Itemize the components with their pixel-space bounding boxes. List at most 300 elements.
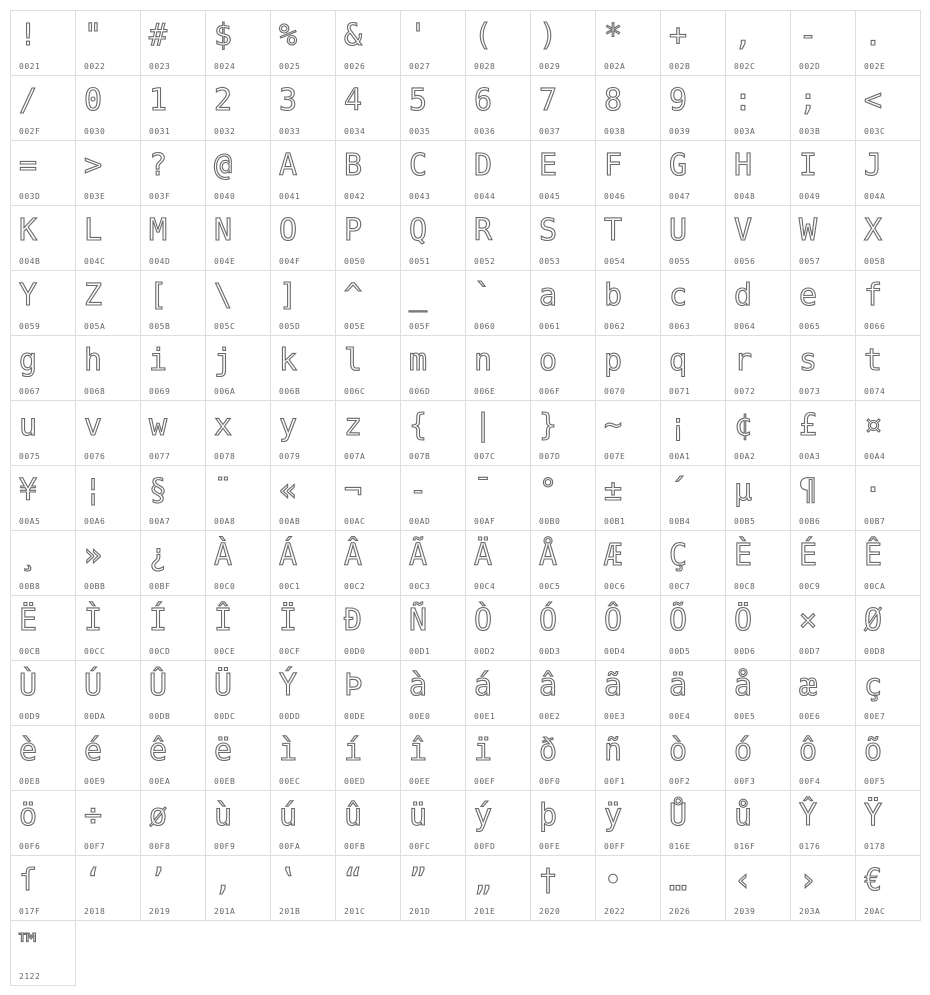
- glyph-cell: [530, 465, 595, 530]
- glyph-char: è: [19, 733, 38, 768]
- glyph-code: 0070: [604, 387, 626, 396]
- glyph-cell: [10, 205, 75, 270]
- glyph-char: õ: [864, 733, 883, 768]
- glyph-char: ™: [19, 928, 38, 963]
- glyph-code: 00A2: [734, 452, 756, 461]
- glyph-char: ç: [864, 668, 883, 703]
- glyph-code: 00CE: [214, 647, 236, 656]
- glyph-cell: [660, 10, 725, 75]
- glyph-cell: [530, 530, 595, 595]
- glyph-cell: [530, 335, 595, 400]
- glyph-cell: [855, 400, 920, 465]
- glyph-char: Ŷ: [799, 798, 818, 833]
- glyph-char: Á: [279, 538, 298, 573]
- glyph-cell: [10, 140, 75, 205]
- glyph-code: 0178: [864, 842, 886, 851]
- glyph-code: 006F: [539, 387, 561, 396]
- glyph-code: 0048: [734, 192, 756, 201]
- glyph-char: “: [344, 863, 363, 898]
- glyph-char: Q: [409, 213, 428, 248]
- glyph-char: Ê: [864, 538, 883, 573]
- glyph-code: 201A: [214, 907, 236, 916]
- glyph-cell: [530, 855, 595, 920]
- glyph-code: 0025: [279, 62, 301, 71]
- glyph-char: 0: [84, 83, 103, 118]
- glyph-cell: [335, 140, 400, 205]
- glyph-cell: [10, 855, 75, 920]
- glyph-code: 00B5: [734, 517, 756, 526]
- glyph-code: 0072: [734, 387, 756, 396]
- glyph-char: ô: [799, 733, 818, 768]
- glyph-char: û: [344, 798, 363, 833]
- glyph-cell: [75, 465, 140, 530]
- glyph-char: A: [279, 148, 298, 183]
- glyph-char: ¯: [474, 473, 493, 508]
- glyph-cell: [790, 465, 855, 530]
- glyph-code: 00F7: [84, 842, 106, 851]
- glyph-char: Å: [539, 538, 558, 573]
- glyph-cell: [335, 10, 400, 75]
- glyph-code: 00A1: [669, 452, 691, 461]
- glyph-code: 0057: [799, 257, 821, 266]
- glyph-char: d: [734, 278, 753, 313]
- glyph-cell: [75, 205, 140, 270]
- glyph-code: 0074: [864, 387, 886, 396]
- glyph-char: ¶: [799, 473, 818, 508]
- glyph-char: ¸: [19, 538, 38, 573]
- glyph-char: p: [604, 343, 623, 378]
- glyph-cell: [335, 205, 400, 270]
- glyph-code: 0027: [409, 62, 431, 71]
- glyph-cell: [595, 10, 660, 75]
- glyph-code: 006A: [214, 387, 236, 396]
- glyph-char: ¤: [864, 408, 883, 443]
- glyph-char: X: [864, 213, 883, 248]
- glyph-char: (: [474, 18, 493, 53]
- glyph-char: ¡: [669, 408, 688, 443]
- glyph-code: 0031: [149, 127, 171, 136]
- glyph-char: ‘: [84, 863, 103, 898]
- glyph-code: 203A: [799, 907, 821, 916]
- glyph-cell: [75, 10, 140, 75]
- glyph-char: Õ: [669, 603, 688, 638]
- glyph-cell: [335, 790, 400, 855]
- glyph-cell: [855, 140, 920, 205]
- glyph-cell: [660, 140, 725, 205]
- glyph-code: 0079: [279, 452, 301, 461]
- glyph-code: 0040: [214, 192, 236, 201]
- glyph-code: 004D: [149, 257, 171, 266]
- glyph-code: 002E: [864, 62, 886, 71]
- glyph-char: ’: [149, 863, 168, 898]
- glyph-code: 2020: [539, 907, 561, 916]
- glyph-char: e: [799, 278, 818, 313]
- glyph-code: 00A6: [84, 517, 106, 526]
- glyph-char: -: [799, 18, 818, 53]
- glyph-char: .: [864, 18, 883, 53]
- glyph-char: €: [864, 863, 883, 898]
- glyph-cell: [400, 660, 465, 725]
- glyph-char: ^: [344, 278, 363, 313]
- glyph-cell: [660, 465, 725, 530]
- glyph-cell: [595, 140, 660, 205]
- glyph-code: 00F2: [669, 777, 691, 786]
- glyph-char: m: [409, 343, 428, 378]
- glyph-cell: [595, 75, 660, 140]
- glyph-char: Z: [84, 278, 103, 313]
- glyph-code: 00EB: [214, 777, 236, 786]
- glyph-char: g: [19, 343, 38, 378]
- glyph-char: D: [474, 148, 493, 183]
- glyph-code: 004C: [84, 257, 106, 266]
- glyph-code: 0037: [539, 127, 561, 136]
- glyph-cell: [10, 335, 75, 400]
- glyph-grid: [10, 10, 920, 985]
- glyph-char: H: [734, 148, 753, 183]
- glyph-cell: [140, 530, 205, 595]
- glyph-char: ſ: [19, 863, 38, 898]
- glyph-char: Æ: [604, 538, 623, 573]
- glyph-char: :: [734, 83, 753, 118]
- glyph-char: c: [669, 278, 688, 313]
- glyph-cell: [790, 530, 855, 595]
- glyph-char: Í: [149, 603, 168, 638]
- glyph-cell: [140, 10, 205, 75]
- glyph-char: ì: [279, 733, 298, 768]
- glyph-code: 00E6: [799, 712, 821, 721]
- glyph-char: ): [539, 18, 558, 53]
- glyph-cell: [725, 400, 790, 465]
- glyph-cell: [530, 790, 595, 855]
- glyph-cell: [205, 855, 270, 920]
- glyph-code: 2039: [734, 907, 756, 916]
- glyph-code: 2026: [669, 907, 691, 916]
- glyph-char: ñ: [604, 733, 623, 768]
- glyph-code: 00FE: [539, 842, 561, 851]
- glyph-cell: [595, 855, 660, 920]
- glyph-char: ¢: [734, 408, 753, 443]
- glyph-char: Ð: [344, 603, 363, 638]
- glyph-char: þ: [539, 798, 558, 833]
- glyph-code: 00DC: [214, 712, 236, 721]
- glyph-char: 7: [539, 83, 558, 118]
- glyph-code: 201C: [344, 907, 366, 916]
- glyph-cell: [855, 465, 920, 530]
- glyph-char: §: [149, 473, 168, 508]
- glyph-cell: [790, 790, 855, 855]
- glyph-char: ”: [409, 863, 428, 898]
- glyph-code: 0045: [539, 192, 561, 201]
- glyph-char: G: [669, 148, 688, 183]
- glyph-char: f: [864, 278, 883, 313]
- glyph-cell: [140, 75, 205, 140]
- glyph-cell: [335, 595, 400, 660]
- glyph-char: Ô: [604, 603, 623, 638]
- glyph-char: Ů: [669, 798, 688, 833]
- glyph-cell: [595, 465, 660, 530]
- glyph-char: b: [604, 278, 623, 313]
- glyph-cell: [335, 725, 400, 790]
- glyph-char: Ä: [474, 538, 493, 573]
- glyph-char: à: [409, 668, 428, 703]
- glyph-char: L: [84, 213, 103, 248]
- glyph-char: {: [409, 408, 428, 443]
- glyph-cell: [595, 335, 660, 400]
- glyph-code: 0042: [344, 192, 366, 201]
- glyph-cell: [530, 10, 595, 75]
- glyph-code: 017F: [19, 907, 41, 916]
- glyph-cell: [75, 790, 140, 855]
- glyph-code: 004B: [19, 257, 41, 266]
- glyph-char: #: [149, 18, 168, 53]
- glyph-cell: [465, 530, 530, 595]
- glyph-cell: [400, 595, 465, 660]
- glyph-char: ÷: [84, 798, 103, 833]
- glyph-code: 00D2: [474, 647, 496, 656]
- glyph-code: 00CA: [864, 582, 886, 591]
- glyph-code: 00C3: [409, 582, 431, 591]
- glyph-cell: [660, 205, 725, 270]
- glyph-code: 00ED: [344, 777, 366, 786]
- glyph-cell: [595, 660, 660, 725]
- glyph-code: 00F6: [19, 842, 41, 851]
- glyph-cell: [465, 335, 530, 400]
- glyph-char: ,: [734, 18, 753, 53]
- glyph-code: 0063: [669, 322, 691, 331]
- glyph-code: 003E: [84, 192, 106, 201]
- glyph-cell: [725, 10, 790, 75]
- glyph-char: ò: [669, 733, 688, 768]
- glyph-char: ů: [734, 798, 753, 833]
- glyph-cell: [75, 855, 140, 920]
- glyph-char: ±: [604, 473, 623, 508]
- glyph-cell: [140, 465, 205, 530]
- glyph-cell: [335, 465, 400, 530]
- glyph-char: T: [604, 213, 623, 248]
- glyph-cell: [270, 140, 335, 205]
- glyph-char: <: [864, 83, 883, 118]
- glyph-cell: [205, 595, 270, 660]
- glyph-cell: [660, 855, 725, 920]
- glyph-cell: [595, 530, 660, 595]
- glyph-char: ‛: [279, 863, 298, 898]
- glyph-char: ×: [799, 603, 818, 638]
- glyph-code: 002C: [734, 62, 756, 71]
- glyph-char: +: [669, 18, 688, 53]
- glyph-code: 00EE: [409, 777, 431, 786]
- glyph-cell: [660, 75, 725, 140]
- glyph-char: r: [734, 343, 753, 378]
- glyph-code: 0052: [474, 257, 496, 266]
- glyph-code: 0032: [214, 127, 236, 136]
- glyph-cell: [790, 595, 855, 660]
- glyph-code: 0035: [409, 127, 431, 136]
- glyph-char: »: [84, 538, 103, 573]
- glyph-cell: [140, 400, 205, 465]
- glyph-code: 00AF: [474, 517, 496, 526]
- glyph-cell: [140, 595, 205, 660]
- glyph-char: -: [409, 473, 428, 508]
- glyph-cell: [725, 530, 790, 595]
- glyph-cell: [790, 10, 855, 75]
- glyph-char: k: [279, 343, 298, 378]
- glyph-cell: [270, 530, 335, 595]
- glyph-char: Þ: [344, 668, 363, 703]
- glyph-char: 9: [669, 83, 688, 118]
- glyph-char: \: [214, 278, 233, 313]
- glyph-char: ‹: [734, 863, 753, 898]
- glyph-char: ;: [799, 83, 818, 118]
- glyph-char: Ñ: [409, 603, 428, 638]
- glyph-code: 0047: [669, 192, 691, 201]
- glyph-cell: [75, 725, 140, 790]
- glyph-code: 0077: [149, 452, 171, 461]
- glyph-char: ~: [604, 408, 623, 443]
- glyph-cell: [725, 790, 790, 855]
- glyph-cell: [465, 725, 530, 790]
- glyph-char: j: [214, 343, 233, 378]
- glyph-code: 00E0: [409, 712, 431, 721]
- glyph-code: 00C4: [474, 582, 496, 591]
- glyph-cell: [660, 660, 725, 725]
- glyph-code: 00DA: [84, 712, 106, 721]
- glyph-code: 00D0: [344, 647, 366, 656]
- glyph-code: 003A: [734, 127, 756, 136]
- glyph-char: ü: [409, 798, 428, 833]
- glyph-cell: [400, 465, 465, 530]
- glyph-code: 00E9: [84, 777, 106, 786]
- glyph-cell: [725, 725, 790, 790]
- glyph-char: ': [409, 18, 428, 53]
- glyph-code: 0062: [604, 322, 626, 331]
- glyph-code: 006D: [409, 387, 431, 396]
- glyph-code: 00B7: [864, 517, 886, 526]
- glyph-cell: [660, 335, 725, 400]
- glyph-code: 0078: [214, 452, 236, 461]
- glyph-cell: [75, 335, 140, 400]
- glyph-cell: [270, 790, 335, 855]
- glyph-code: 00C1: [279, 582, 301, 591]
- glyph-code: 00F4: [799, 777, 821, 786]
- glyph-cell: [400, 855, 465, 920]
- glyph-cell: [270, 400, 335, 465]
- glyph-char: «: [279, 473, 298, 508]
- glyph-cell: [205, 75, 270, 140]
- glyph-cell: [530, 595, 595, 660]
- glyph-cell: [790, 725, 855, 790]
- glyph-cell: [10, 790, 75, 855]
- glyph-code: 201E: [474, 907, 496, 916]
- glyph-cell: [140, 335, 205, 400]
- glyph-cell: [270, 855, 335, 920]
- glyph-code: 0050: [344, 257, 366, 266]
- glyph-cell: [790, 140, 855, 205]
- glyph-cell: [75, 140, 140, 205]
- glyph-cell: [10, 10, 75, 75]
- glyph-char: À: [214, 538, 233, 573]
- glyph-code: 0024: [214, 62, 236, 71]
- glyph-char: 8: [604, 83, 623, 118]
- glyph-cell: [335, 75, 400, 140]
- glyph-cell: [855, 530, 920, 595]
- glyph-cell: [140, 140, 205, 205]
- glyph-char: Ÿ: [864, 798, 883, 833]
- glyph-code: 201B: [279, 907, 301, 916]
- glyph-code: 0059: [19, 322, 41, 331]
- glyph-cell: [205, 270, 270, 335]
- glyph-char: V: [734, 213, 753, 248]
- glyph-code: 00CC: [84, 647, 106, 656]
- glyph-code: 002B: [669, 62, 691, 71]
- glyph-code: 0176: [799, 842, 821, 851]
- glyph-cell: [855, 75, 920, 140]
- glyph-cell: [530, 75, 595, 140]
- glyph-cell: [10, 400, 75, 465]
- glyph-code: 0043: [409, 192, 431, 201]
- glyph-char: `: [474, 278, 493, 313]
- glyph-char: £: [799, 408, 818, 443]
- glyph-char: M: [149, 213, 168, 248]
- glyph-char: |: [474, 408, 493, 443]
- glyph-cell: [270, 660, 335, 725]
- glyph-char: 6: [474, 83, 493, 118]
- glyph-cell: [660, 530, 725, 595]
- glyph-char: ý: [474, 798, 493, 833]
- glyph-cell: [530, 660, 595, 725]
- glyph-code: 005B: [149, 322, 171, 331]
- glyph-char: Ò: [474, 603, 493, 638]
- glyph-char: ú: [279, 798, 298, 833]
- glyph-cell: [10, 660, 75, 725]
- glyph-cell: [595, 400, 660, 465]
- glyph-char: ¿: [149, 538, 168, 573]
- glyph-code: 005F: [409, 322, 431, 331]
- glyph-cell: [855, 595, 920, 660]
- glyph-cell: [140, 790, 205, 855]
- glyph-char: †: [539, 863, 558, 898]
- glyph-cell: [400, 790, 465, 855]
- glyph-char: x: [214, 408, 233, 443]
- glyph-cell: [855, 725, 920, 790]
- glyph-char: Y: [19, 278, 38, 313]
- glyph-cell: [595, 790, 660, 855]
- glyph-code: 00F9: [214, 842, 236, 851]
- glyph-cell: [465, 790, 530, 855]
- glyph-char: Ö: [734, 603, 753, 638]
- glyph-cell: [10, 530, 75, 595]
- glyph-code: 003B: [799, 127, 821, 136]
- glyph-cell: [140, 205, 205, 270]
- glyph-char: Ï: [279, 603, 298, 638]
- glyph-cell: [400, 205, 465, 270]
- glyph-code: 007A: [344, 452, 366, 461]
- glyph-cell: [335, 335, 400, 400]
- glyph-code: 00D6: [734, 647, 756, 656]
- glyph-char: n: [474, 343, 493, 378]
- glyph-cell: [725, 205, 790, 270]
- glyph-cell: [465, 270, 530, 335]
- glyph-cell: [335, 400, 400, 465]
- glyph-cell: [855, 205, 920, 270]
- glyph-cell: [855, 335, 920, 400]
- glyph-code: 006C: [344, 387, 366, 396]
- glyph-cell: [595, 205, 660, 270]
- glyph-code: 2019: [149, 907, 171, 916]
- glyph-cell: [270, 725, 335, 790]
- glyph-code: 00BF: [149, 582, 171, 591]
- glyph-char: 2: [214, 83, 233, 118]
- glyph-code: 00A3: [799, 452, 821, 461]
